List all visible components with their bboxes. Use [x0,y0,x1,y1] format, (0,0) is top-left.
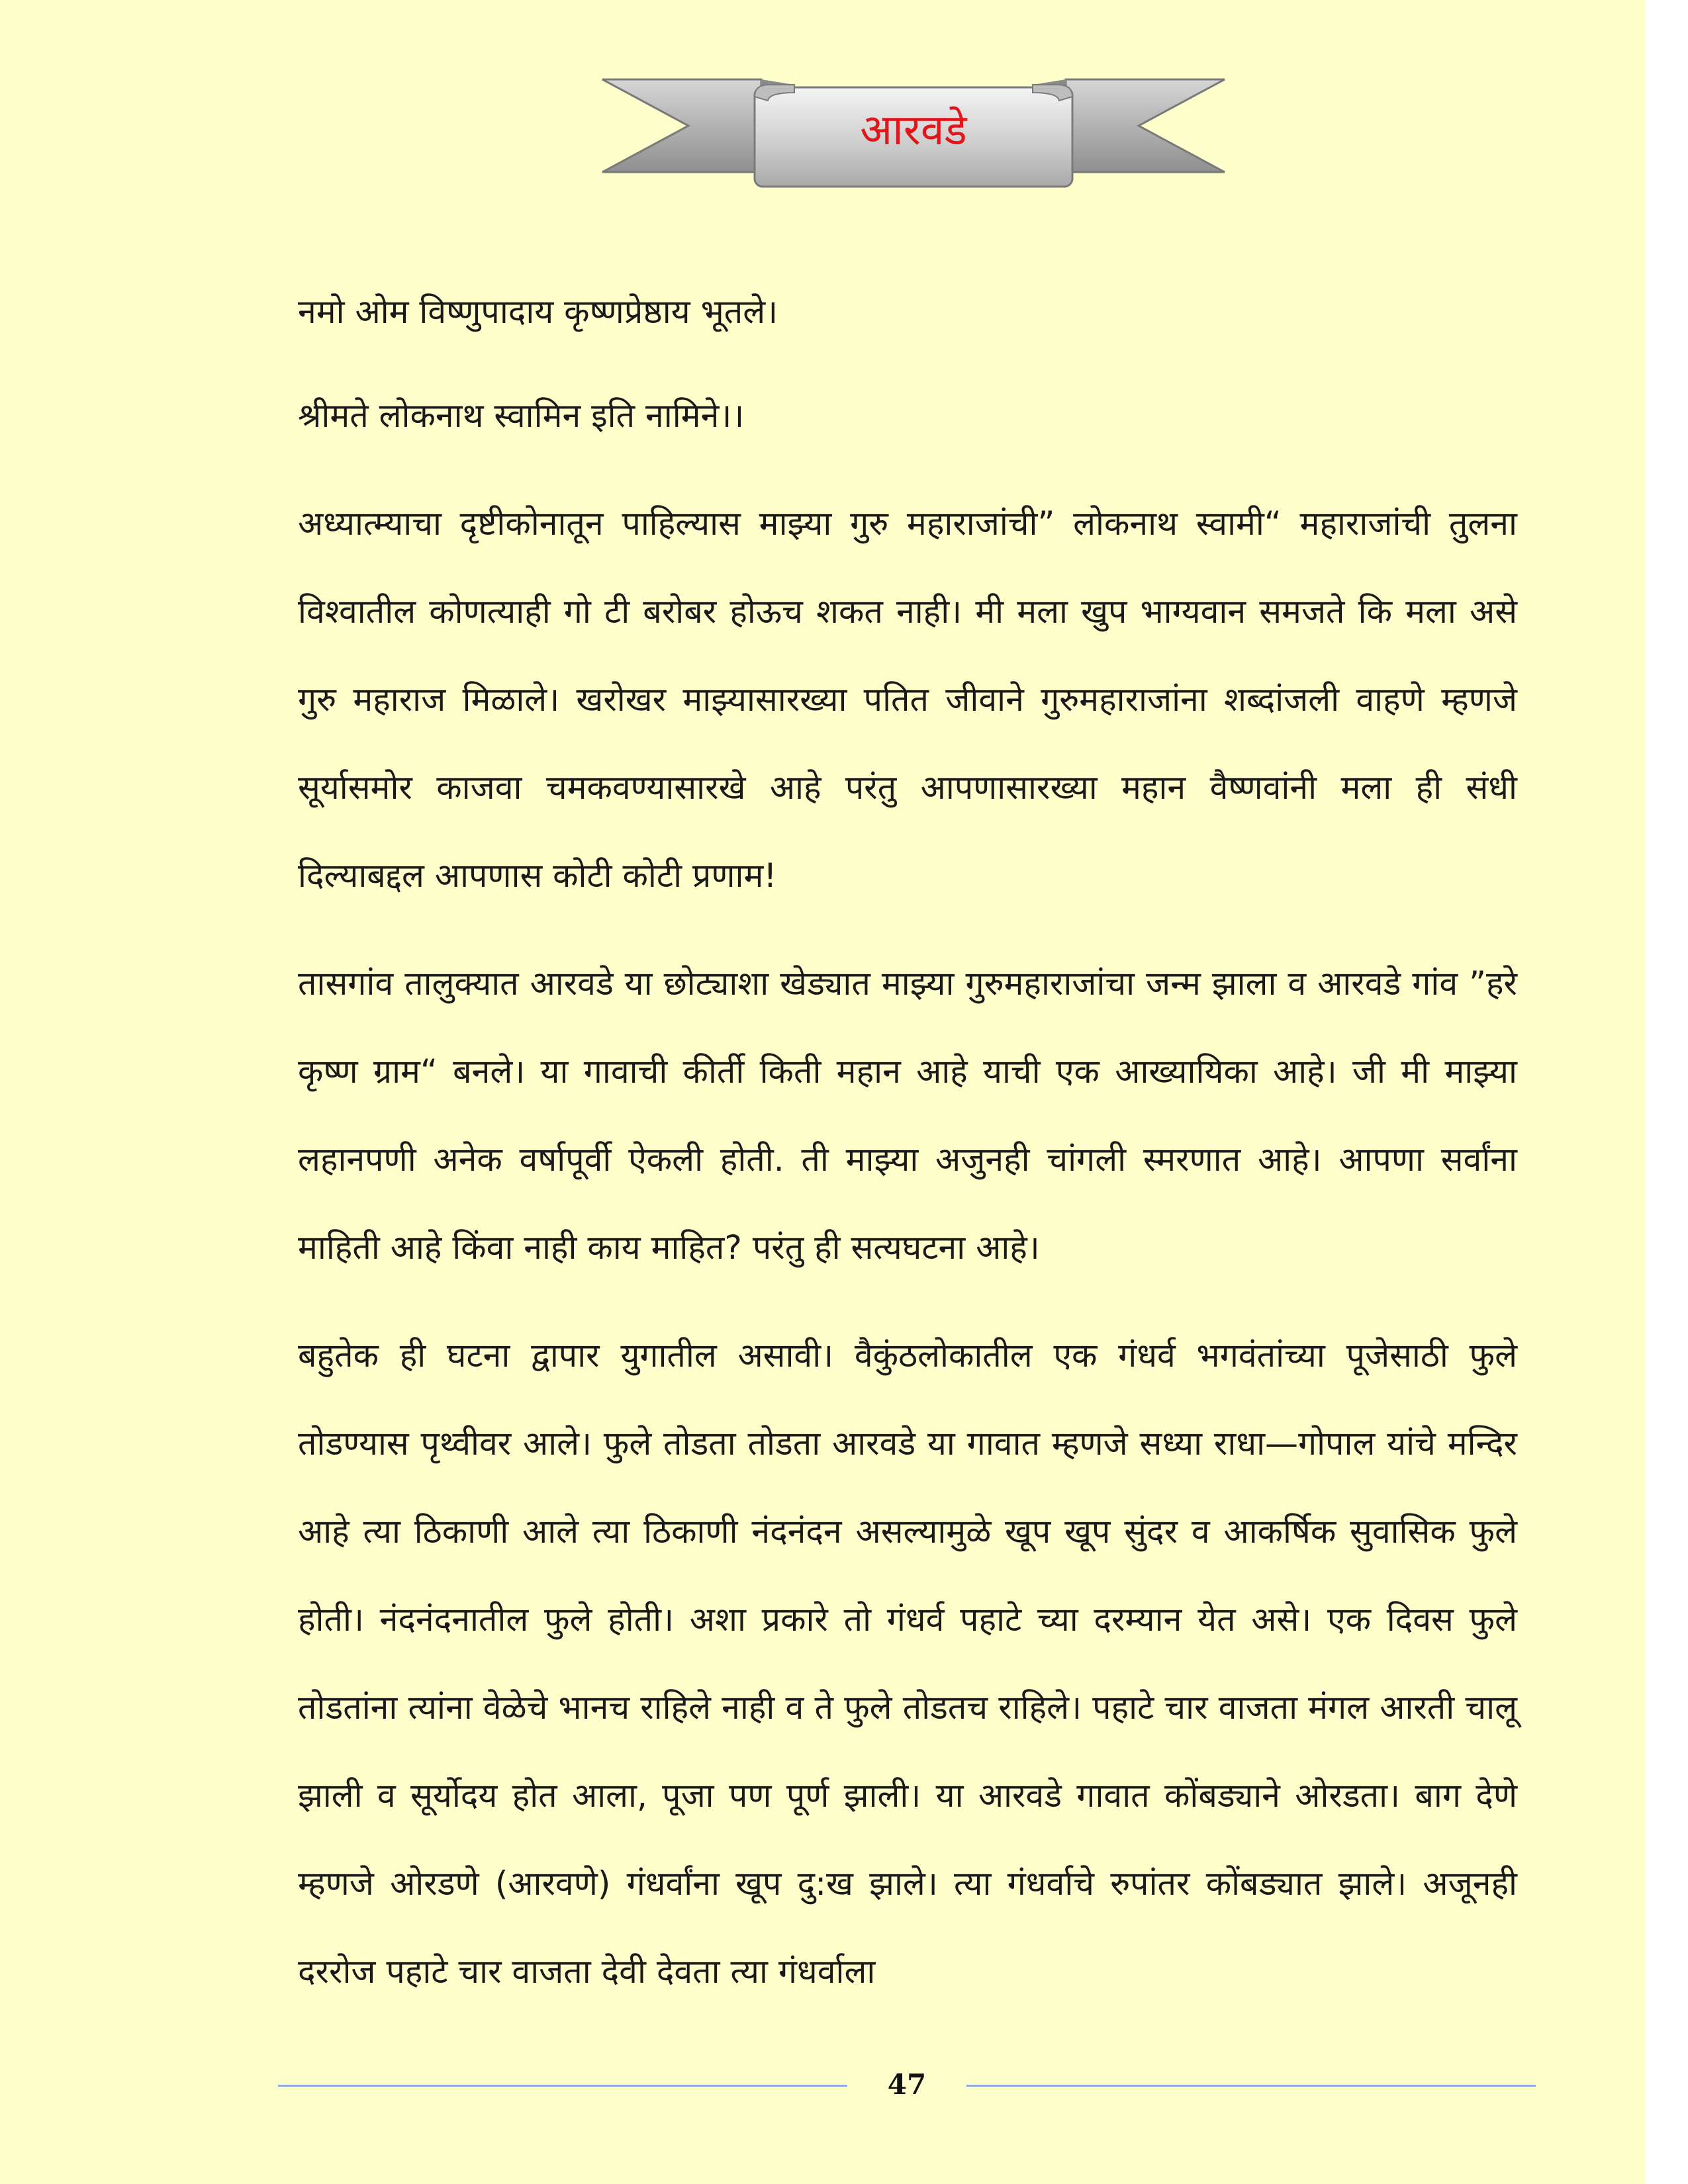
footer-rule-right [966,2085,1536,2087]
page-footer [278,2065,1536,2105]
paragraph-2: तासगांव तालुक्यात आरवडे या छोट्याशा खेड्यात माझ्या गुरुमहाराजांचा जन्म झाला व आरवडे गांव ”हरे कृष्ण ग्राम“ बनले। या गावाची कीर्ती किती महान आहे याची एक आख्यायिका आहे। जी मी माझ्या लहानपणी अनेक वर्षापूर्वी ऐकली होती. ती माझ्या अजुनही चांगली स्मरणात आहे। आपणा सर्वांना माहिती आहे किंवा नाही काय माहित? परंतु ही सत्यघटना आहे। [298,964,1517,1267]
verse-line-2: श्रीमते लोकनाथ स्वामिन इति नामिने।। [298,396,745,435]
page-title: आरवडे [860,106,967,155]
footer-rule-left [278,2085,847,2087]
paragraph-1: अध्यात्म्याचा दृष्टीकोनातून पाहिल्यास माझ्या गुरु महाराजांची” लोकनाथ स्वामी“ महाराजांची तुलना विश्वातील कोणत्याही गो टी बरोबर होऊच शकत नाही। मी मला खुप भाग्यवान समजते कि मला असे गुरु महाराज मिळाले। खरोखर माझ्यासारख्या पतित जीवाने गुरुमहाराजांना शब्दांजली वाहणे म्हणजे सूर्यासमोर काजवा चमकवण्यासारखे आहे परंतु आपणासारख्या महान वैष्णवांनी मला ही संधी दिल्याबद्दल आपणास कोटी कोटी प्रणाम! [298,504,1517,895]
document-body [298,268,1517,2016]
verse-line-1: नमो ओम विष्णुपादाय कृष्णप्रेष्ठाय भूतले। [298,293,778,331]
paragraph-3: बहुतेक ही घटना द्वापार युगातील असावी। वैकुंठलोकातील एक गंधर्व भगवंतांच्या पूजेसाठी फुले तोडण्यास पृथ्वीवर आले। फुले तोडता तोडता आरवडे या गावात म्हणजे सध्या राधा—गोपाल यांचे मन्दिर आहे त्या ठिकाणी आले त्या ठिकाणी नंदनंदन असल्यामुळे खूप खूप सुंदर व आकर्षिक सुवासिक फुले होती। नंदनंदनातील फुले होती। अशा प्रकारे तो गंधर्व पहाटे च्या दरम्यान येत असे। एक दिवस फुले तोडतांना त्यांना वेळेचे भानच राहिले नाही व ते फुले तोडतच राहिले। पहाटे चार वाजता मंगल आरती चालू झाली व सूर्योदय होत आला, पूजा पण पूर्ण झाली। या आरवडे गावात कोंबड्याने ओरडता। बाग देणे म्हणजे ओरडणे (आरवणे) गंधर्वांना खूप दु:ख झाले। त्या गंधर्वाचे रुपांतर कोंबड्यात झाले। अजूनही दररोज पहाटे चार वाजता देवी देवता त्या गंधर्वाला [298,1336,1517,1991]
title-banner [596,66,1231,199]
page-number: 47 [887,2068,927,2101]
